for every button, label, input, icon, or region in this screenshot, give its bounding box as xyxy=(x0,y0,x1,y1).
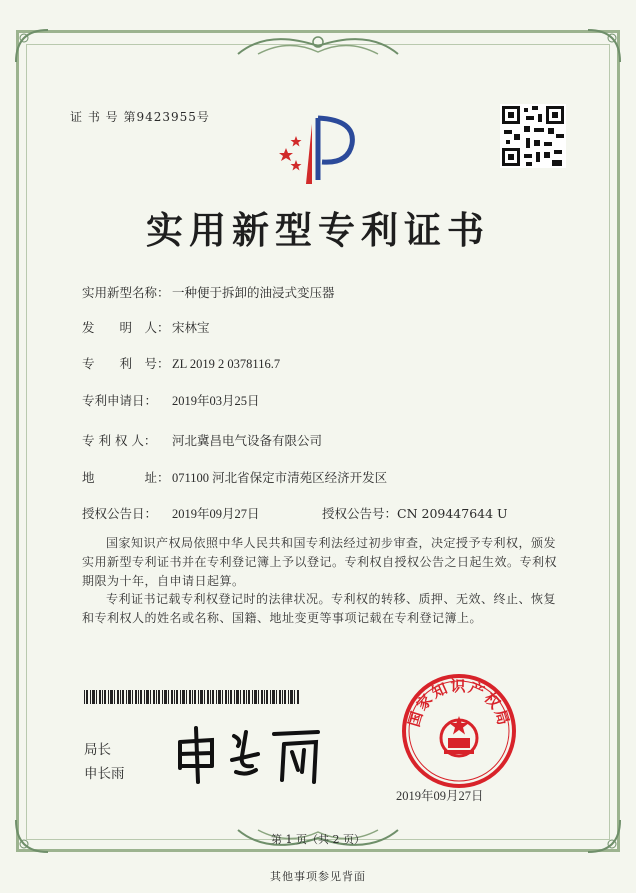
field-patentee xyxy=(82,431,322,449)
field-label: 地 址： xyxy=(82,470,170,485)
corner-ornament-top-right xyxy=(586,28,622,64)
field-value: 宋林宝 xyxy=(172,321,210,335)
field-value: CN 209447644 U xyxy=(397,506,508,521)
director-signature-icon xyxy=(172,722,322,786)
director-title: 局长 xyxy=(84,742,111,758)
field-address xyxy=(82,468,387,486)
official-seal-icon xyxy=(400,672,518,790)
field-grant-date xyxy=(82,504,260,522)
qr-code-icon xyxy=(500,104,566,168)
field-label: 实用新型名称： xyxy=(82,285,170,300)
cnipa-emblem-icon xyxy=(272,110,362,188)
field-grant-publication-number xyxy=(322,504,508,522)
barcode-icon xyxy=(84,690,300,704)
field-utility-model-name xyxy=(82,283,335,301)
page-number: 第 1 页（共 2 页） xyxy=(271,833,365,846)
grant-statement-paragraph: 国家知识产权局依照中华人民共和国专利法经过初步审查，决定授予专利权，颁发实用新型专利证书并在专利登记簿上予以登记。专利权自授权公告之日起生效。专利权期限为十年，自申请日起算。 xyxy=(82,536,558,588)
field-label: 授权公告日： xyxy=(82,506,158,521)
field-filing-date xyxy=(82,391,260,409)
top-floral-ornament xyxy=(218,24,418,64)
field-value: ZL 2019 2 0378116.7 xyxy=(172,357,281,371)
field-value: 2019年03月25日 xyxy=(172,394,260,408)
certificate-number: 证 书 号 第9423955号 xyxy=(70,110,210,124)
field-inventor xyxy=(82,318,210,336)
field-label: 专利申请日： xyxy=(82,393,158,408)
director-name: 申长雨 xyxy=(84,766,125,782)
field-label: 发 明 人： xyxy=(82,320,170,335)
seal-date: 2019年09月27日 xyxy=(396,789,484,803)
field-value: 一种便于拆卸的油浸式变压器 xyxy=(172,286,335,300)
field-value: 071100 河北省保定市清苑区经济开发区 xyxy=(172,471,388,485)
field-label: 专 利 权 人： xyxy=(82,433,157,448)
field-label: 授权公告号： xyxy=(322,506,398,521)
field-value: 河北冀昌电气设备有限公司 xyxy=(172,434,323,448)
field-patent-number xyxy=(82,354,280,372)
field-value: 2019年09月27日 xyxy=(172,507,260,521)
footer-note: 其他事项参见背面 xyxy=(270,870,366,883)
certificate-title: 实用新型专利证书 xyxy=(146,208,490,252)
seal-text: 国家知识产权局 xyxy=(404,677,514,729)
corner-ornament-top-left xyxy=(14,28,50,64)
field-label: 专 利 号： xyxy=(82,356,170,371)
legal-status-paragraph: 专利证书记载专利权登记时的法律状况。专利权的转移、质押、无效、终止、恢复和专利权人的姓名或名称、国籍、地址变更等事项记载在专利登记簿上。 xyxy=(82,592,557,625)
